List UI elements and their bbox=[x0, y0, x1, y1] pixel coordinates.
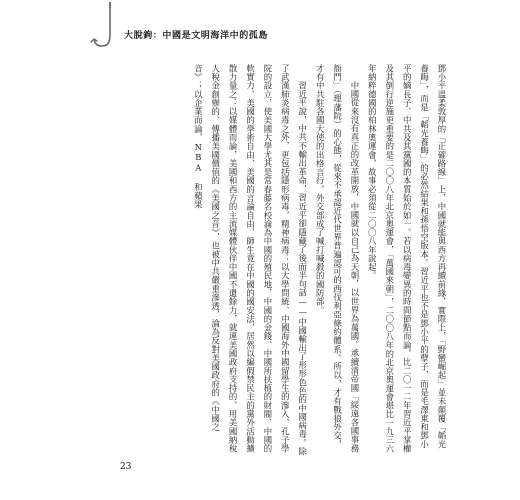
hook-icon bbox=[82, 2, 122, 52]
page-number: 23 bbox=[120, 462, 132, 472]
paragraph: 習近平說，中共不輸出革命，習近平卻隱藏了後面半句話——中國輸出了形形色色的中國病毒。除了武漢肺炎病毒之外，更包括隱形病毒，精神病毒：以大學問統、中國海外中國留學生的滲入、孔子學院的設立，使美國大學尤其是常春藤名校淪為中國的殖民地，中國的金錢、中國所扶植的財閥、中國的軟實力、美國的學術自由、美國的言論自由，師生竟在中國的國安法，居然以編假禁民主的黨外活動擴散力量之：以媒體而論，美國和西方的主流媒體伙伴中國不遺餘力，就連美國政府支持的、用美國納稅人稅金創辦的、傳播美國價值的《美國之音》，也被中共嚴重滲透，淪為反對美國政府的《中國之音》；以企業而論，NBA 和蘋果 bbox=[193, 64, 308, 456]
body-text bbox=[124, 64, 450, 456]
running-header-title: 大脫鉤：中國是文明海洋中的孤島 bbox=[124, 31, 269, 41]
paragraph: 鄧小平溫柔敦厚的「正確路線」上，中國就能與西方再續前緣，實際上，「野蠻崛起」並未顛覆「韜光養晦」，而是「韜光養晦」的必然結果和孫悟空版本。習近平也不是鄧小平的孽子，而是毛澤東和鄧小平的嫡長子、中共及其黨國的本質始於如一。若以病毒變異的時間節點而論，比二〇一二年習近平掌權及其倒行逆施更重要的是二〇〇八年北京奧運會，「萬國來朝」，二〇〇八年的北京奧運會堪比一九三六年納粹德國的柏林奧運會，故事必須從二〇〇八年說起。 bbox=[367, 64, 447, 454]
paragraph: 中國從來沒有真正的改革開放，中國就以自己為天朝，以世界為萬國。承續清帝國「綏遠各國事務衙門」（理藩院）的心態，從來不承認近代世界普遍認可的西伐利亞條約體系。所以，才有戰狼外交，才有中共駐各國大使的出格言行，外交部成了喊打喊殺的國防部。 bbox=[315, 64, 360, 453]
